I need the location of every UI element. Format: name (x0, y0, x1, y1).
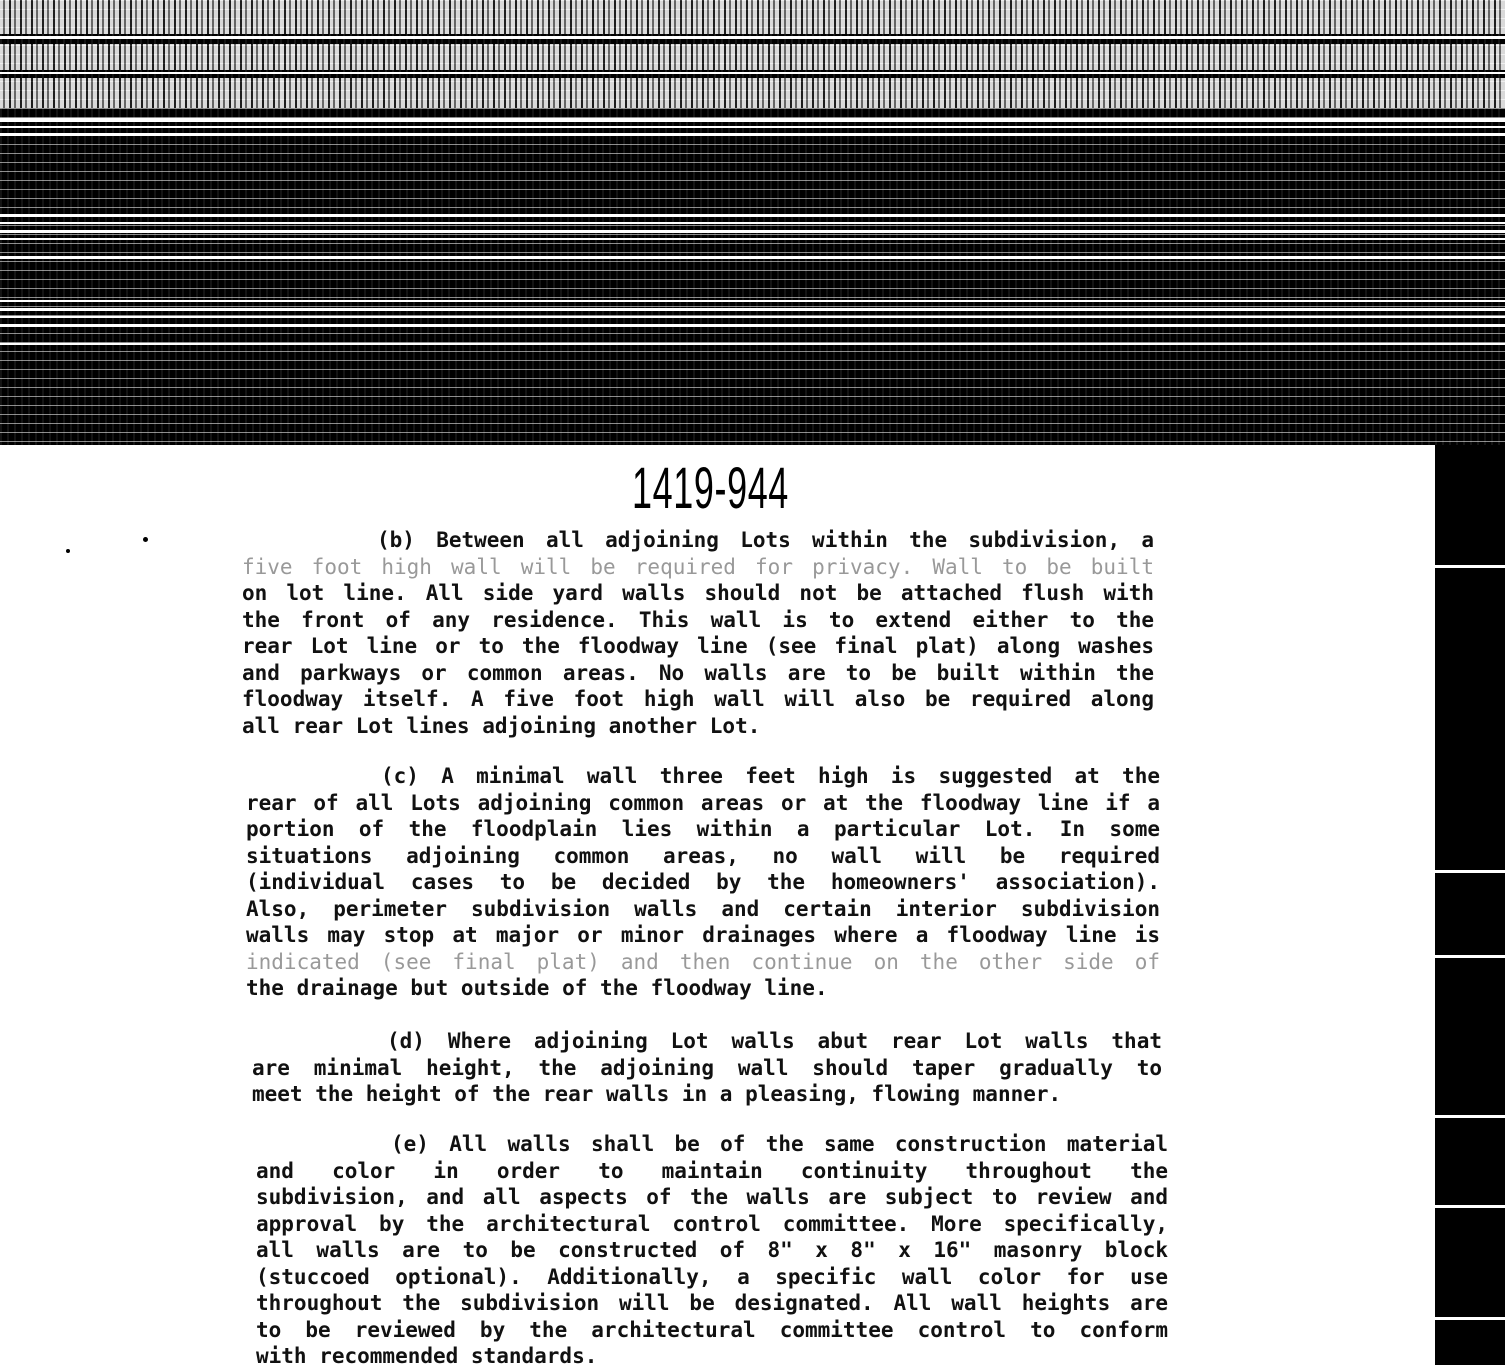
page-number: 1419-944 (632, 456, 789, 521)
noise-strip (0, 0, 1505, 34)
paragraph-line: (e) All walls shall be of the same construction material (391, 1132, 1168, 1156)
edge-stripe (1435, 870, 1505, 873)
scan-right-edge (1435, 445, 1505, 1365)
noise-strip (0, 44, 1505, 70)
paragraph-line: (b) Between all adjoining Lots within the subdivision, a (377, 528, 1154, 552)
noise-line (0, 308, 1505, 311)
noise-line (0, 126, 1505, 128)
paragraph-b (242, 527, 1154, 739)
speck-mark (66, 549, 70, 553)
paragraph-line: rear of all Lots adjoining common areas or at the floodway line if a (246, 790, 1160, 815)
edge-stripe (1435, 1205, 1505, 1208)
paragraph-line: are minimal height, the adjoining wall should taper gradually to (252, 1055, 1162, 1080)
edge-stripe (1435, 565, 1505, 568)
paragraph-line: walls may stop at major or minor drainages where a floodway line is (246, 923, 1160, 947)
paragraph-d (252, 1028, 1162, 1108)
noise-strip (0, 78, 1505, 108)
paragraph-line: portion of the floodplain lies within a particular Lot. In some (246, 817, 1160, 841)
paragraph-line: (c) A minimal wall three feet high is suggested at the (381, 764, 1160, 788)
paragraph-line: and parkways or common areas. No walls are to be built within the (242, 660, 1154, 685)
noise-line (0, 256, 1505, 259)
noise-line (0, 238, 1505, 240)
paragraph-line: floodway itself. A five foot high wall will also be required along (242, 687, 1154, 711)
noise-line (0, 36, 1505, 39)
document-page (0, 445, 1435, 1365)
paragraph-c (246, 763, 1160, 1002)
paragraph-line: with recommended standards. (256, 1344, 598, 1365)
noise-line (0, 300, 1505, 302)
noise-line (0, 214, 1505, 217)
noise-line (0, 316, 1505, 318)
paragraph-line: all rear Lot lines adjoining another Lot. (242, 713, 761, 738)
noise-line (0, 324, 1505, 327)
paragraph-line: on lot line. All side yard walls should not be attached flush with (242, 581, 1154, 605)
paragraph-line: Also, perimeter subdivision walls and certain interior subdivision (246, 896, 1160, 921)
paragraph-line: subdivision, and all aspects of the walls are subject to review and (256, 1185, 1168, 1209)
paragraph-line: to be reviewed by the architectural committee control to conform (256, 1317, 1168, 1342)
paragraph-line: the drainage but outside of the floodway line. (246, 976, 828, 1000)
paragraph-line: all walls are to be constructed of 8" x 8" x 16" masonry block (256, 1238, 1168, 1262)
noise-line (0, 230, 1505, 233)
paragraph-line: the front of any residence. This wall is to extend either to the (242, 607, 1154, 632)
paragraph-line: meet the height of the rear walls in a pleasing, flowing manner. (252, 1082, 1062, 1106)
edge-stripe (1435, 1115, 1505, 1118)
speck-mark (143, 537, 148, 542)
edge-stripe (1435, 955, 1505, 958)
paragraph-line: situations adjoining common areas, no wall will be required (246, 843, 1160, 868)
paragraph-line: (d) Where adjoining Lot walls abut rear Lot walls that (387, 1029, 1162, 1053)
paragraph-line: (stuccoed optional). Additionally, a specific wall color for use (256, 1264, 1168, 1289)
paragraph-line: indicated (see final plat) and then continue on the other side of (246, 949, 1160, 974)
paragraph-line: and color in order to maintain continuity throughout the (256, 1158, 1168, 1183)
noise-line (0, 118, 1505, 122)
paragraph-line: (individual cases to be decided by the homeowners' association). (246, 870, 1160, 894)
paragraph-line: approval by the architectural control committee. More specifically, (256, 1211, 1168, 1236)
paragraph-line: rear Lot line or to the floodway line (see final plat) along washes (242, 634, 1154, 658)
paragraph-line: five foot high wall will be required for privacy. Wall to be built (242, 554, 1154, 579)
noise-line (0, 133, 1505, 136)
paragraph-e (256, 1131, 1168, 1365)
scan-noise-band (0, 0, 1505, 445)
noise-line (0, 343, 1505, 345)
edge-stripe (1435, 1317, 1505, 1320)
noise-line (0, 72, 1505, 74)
paragraph-line: throughout the subdivision will be designated. All wall heights are (256, 1291, 1168, 1315)
noise-line (0, 222, 1505, 224)
